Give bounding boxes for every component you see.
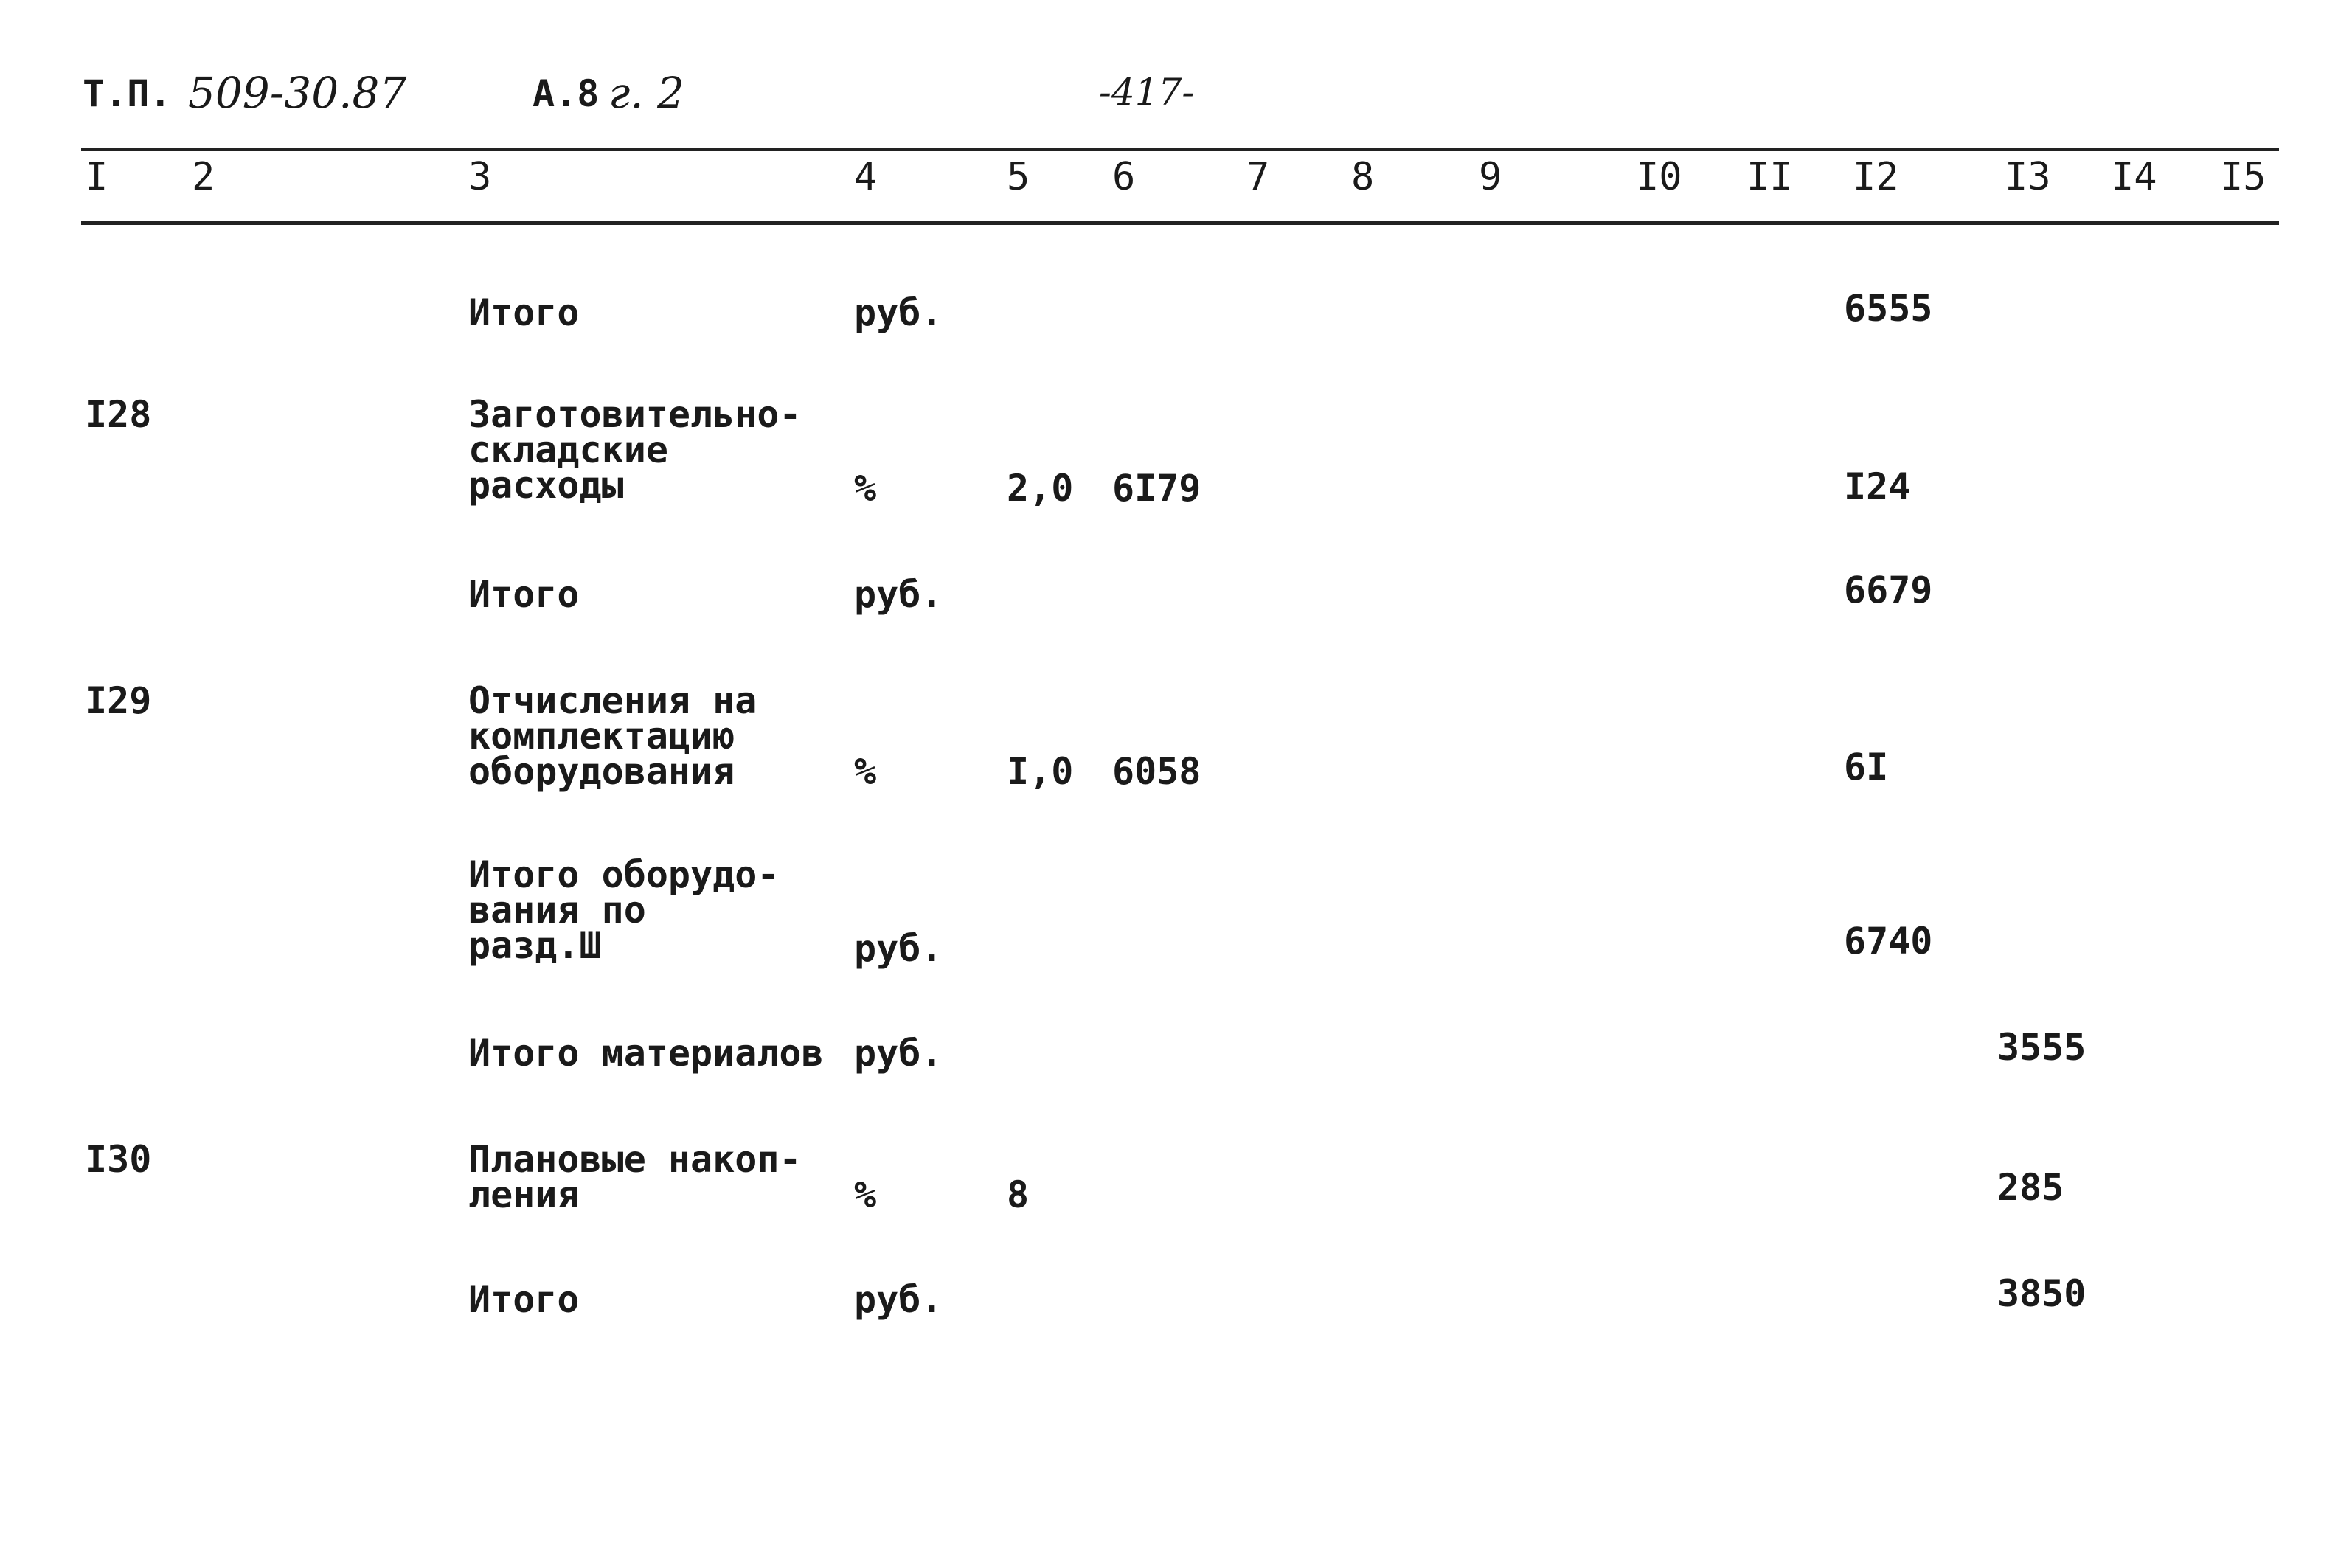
row-unit: руб.	[854, 1278, 943, 1321]
column-number: 3	[468, 155, 492, 199]
column-number: 2	[192, 155, 215, 199]
column-number: I5	[2220, 155, 2266, 199]
row-col6: 6058	[1112, 750, 1201, 793]
row-unit: руб.	[854, 291, 943, 334]
row-col12: 6679	[1844, 569, 1933, 611]
row-col13: 3555	[1997, 1026, 2086, 1069]
column-number: 4	[854, 155, 878, 199]
row-col12: I24	[1844, 465, 1911, 508]
row-description: Итого материалов	[468, 1032, 824, 1075]
row-description: Итого оборудо- вания по разд.Ш	[468, 853, 780, 967]
header-top-rule	[81, 148, 2279, 151]
row-description: Плановые накоп- ления	[468, 1138, 802, 1216]
row-description: Заготовительно- складские расходы	[468, 393, 802, 507]
row-unit: руб.	[854, 927, 943, 970]
row-col13: 285	[1997, 1166, 2064, 1209]
row-col12: 6740	[1844, 920, 1933, 962]
album-part: г. 2	[608, 68, 685, 118]
page-number: -417-	[1099, 71, 1195, 114]
row-unit: %	[854, 750, 877, 793]
row-unit: %	[854, 467, 877, 510]
row-number: I29	[85, 679, 152, 722]
tp-prefix: Т.П.	[83, 72, 172, 115]
row-col13: 3850	[1997, 1272, 2086, 1315]
row-description: Итого	[468, 291, 580, 334]
column-number: I0	[1636, 155, 1682, 199]
column-number: I	[85, 155, 108, 199]
row-description: Итого	[468, 1278, 580, 1321]
album-label: А.8	[533, 72, 600, 115]
header-bottom-rule	[81, 221, 2279, 225]
row-description: Отчисления на комплектацию оборудования	[468, 679, 757, 793]
column-number: I3	[2005, 155, 2051, 199]
row-description: Итого	[468, 573, 580, 616]
row-col5: 2,0	[1007, 467, 1074, 510]
row-col6: 6I79	[1112, 467, 1201, 510]
row-col5: I,0	[1007, 750, 1074, 793]
row-col12: 6555	[1844, 287, 1933, 330]
column-number: 9	[1479, 155, 1502, 199]
column-number: 5	[1007, 155, 1030, 199]
column-number: 7	[1246, 155, 1270, 199]
column-number: I2	[1853, 155, 1899, 199]
column-number: 6	[1112, 155, 1136, 199]
row-number: I28	[85, 393, 152, 436]
row-col12: 6I	[1844, 746, 1889, 788]
column-number: 8	[1351, 155, 1375, 199]
row-number: I30	[85, 1138, 152, 1181]
row-unit: руб.	[854, 1032, 943, 1075]
tp-number: 509-30.87	[188, 68, 407, 118]
column-number: I4	[2111, 155, 2157, 199]
row-col5: 8	[1007, 1173, 1030, 1216]
column-number: II	[1746, 155, 1793, 199]
row-unit: руб.	[854, 573, 943, 616]
row-unit: %	[854, 1173, 877, 1216]
